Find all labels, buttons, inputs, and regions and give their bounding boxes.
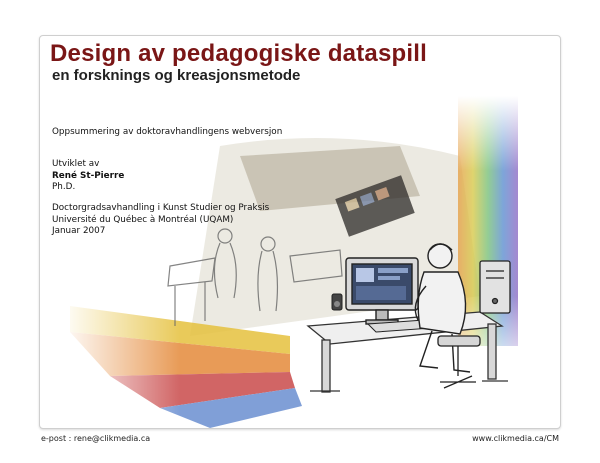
author-degree: Ph.D.	[52, 182, 76, 192]
email-link[interactable]: e-post : rene@clikmedia.ca	[41, 434, 151, 443]
author-name: René St-Pierre	[52, 170, 125, 181]
date-text: Januar 2007	[52, 226, 106, 236]
university-text: Université du Québec à Montréal (UQAM)	[52, 214, 234, 225]
website-link[interactable]: www.clikmedia.ca/CM	[472, 434, 559, 443]
developed-by-label: Utviklet av	[52, 159, 100, 169]
page-subtitle: en forsknings og kreasjonsmetode	[52, 67, 301, 84]
institution-block	[52, 203, 269, 238]
summary-text: Oppsummering av doktoravhandlingens webversjon	[52, 127, 283, 137]
title-slide-card	[39, 35, 561, 429]
program-text: Doctorgradsavhandling i Kunst Studier og Praksis	[52, 203, 270, 213]
page-title: Design av pedagogiske dataspill	[50, 40, 427, 67]
author-block	[52, 159, 124, 194]
